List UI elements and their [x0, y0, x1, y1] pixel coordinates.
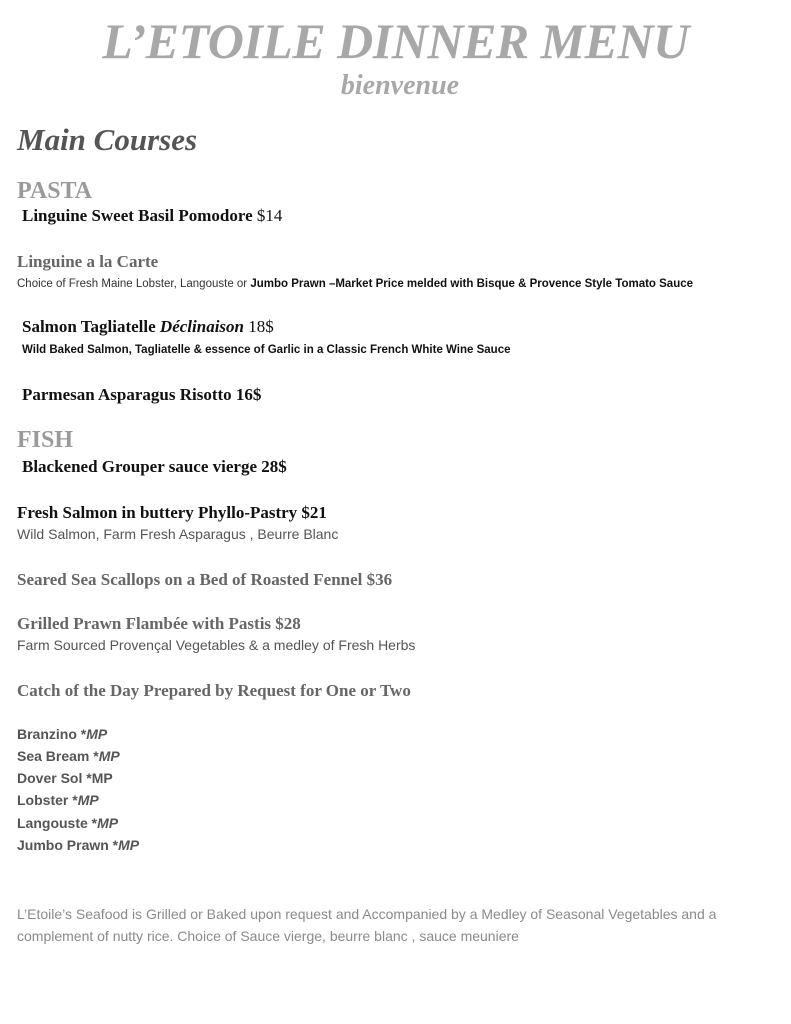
- catch-item-price: MP: [98, 748, 120, 764]
- catch-item-name: Sea Bream *: [17, 748, 99, 764]
- catch-item-price: MP: [97, 815, 119, 831]
- dish-name: Linguine Sweet Basil Pomodore: [22, 206, 253, 225]
- catch-item-name: Dover Sol *MP: [17, 770, 113, 786]
- catch-item-jumbo-prawn: [17, 837, 139, 853]
- dish-prawn-flambee: Grilled Prawn Flambée with Pastis $28: [17, 614, 301, 633]
- dish-linguine-carte: Linguine a la Carte: [17, 252, 159, 271]
- catch-of-the-day: Catch of the Day Prepared by Request for One or Two: [17, 681, 411, 700]
- dish-price: 18$: [243, 317, 274, 336]
- dish-salmon-tagliatelle-description: Wild Baked Salmon, Tagliatelle & essence of Garlic in a Classic French White Wine Sauce: [22, 344, 511, 356]
- catch-item-branzino: [17, 726, 107, 742]
- dish-risotto: Parmesan Asparagus Risotto 16$: [22, 385, 262, 404]
- catch-item-sea-bream: [17, 748, 120, 764]
- catch-item-name: Branzino *: [17, 726, 87, 742]
- catch-item-langouste: [17, 815, 118, 831]
- catch-item-name: Jumbo Prawn *: [17, 837, 119, 853]
- dish-scallops: Seared Sea Scallops on a Bed of Roasted Fennel $36: [17, 570, 393, 589]
- dish-prawn-flambee-description: Farm Sourced Provençal Vegetables & a medley of Fresh Herbs: [17, 637, 416, 653]
- menu-title: L’ETOILE DINNER MENU: [102, 13, 689, 69]
- catch-item-lobster: [17, 792, 99, 808]
- catch-item-name: Langouste *: [17, 815, 98, 831]
- fish-heading: FISH: [17, 427, 74, 453]
- dish-name-italic: Déclinaison: [159, 317, 244, 336]
- catch-item-price: MP: [77, 792, 99, 808]
- description-part-bold: Jumbo Prawn –Market Price melded with Bisque & Provence Style Tomato Sauce: [250, 278, 694, 290]
- catch-item-price: MP: [118, 837, 140, 853]
- dish-linguine-pomodoro: [22, 206, 282, 226]
- catch-item-dover-sol: [17, 770, 113, 786]
- seafood-note: L’Etoile’s Seafood is Grilled or Baked upon request and Accompanied by a Medley of Seasonal Vegetables and a complement of nutty rice. Choice of Sauce vierge, beurre blanc , sauce meuniere: [17, 906, 717, 944]
- menu-subtitle: bienvenue: [340, 70, 460, 101]
- dish-salmon-phyllo: Fresh Salmon in buttery Phyllo-Pastry $21: [17, 503, 327, 522]
- description-part: Choice of Fresh Maine Lobster, Langouste or: [17, 278, 251, 290]
- dish-price: $14: [256, 206, 283, 225]
- dish-name: Salmon Tagliatelle: [22, 317, 160, 336]
- dish-grouper: Blackened Grouper sauce vierge 28$: [22, 457, 287, 476]
- main-courses-heading: Main Courses: [17, 122, 198, 157]
- catch-item-name: Lobster *: [17, 792, 78, 808]
- dish-salmon-tagliatelle: [22, 317, 274, 337]
- dish-linguine-carte-description: [17, 278, 693, 290]
- dish-salmon-phyllo-description: Wild Salmon, Farm Fresh Asparagus , Beurre Blanc: [17, 526, 339, 542]
- pasta-heading: PASTA: [17, 178, 93, 204]
- catch-item-price: MP: [86, 726, 108, 742]
